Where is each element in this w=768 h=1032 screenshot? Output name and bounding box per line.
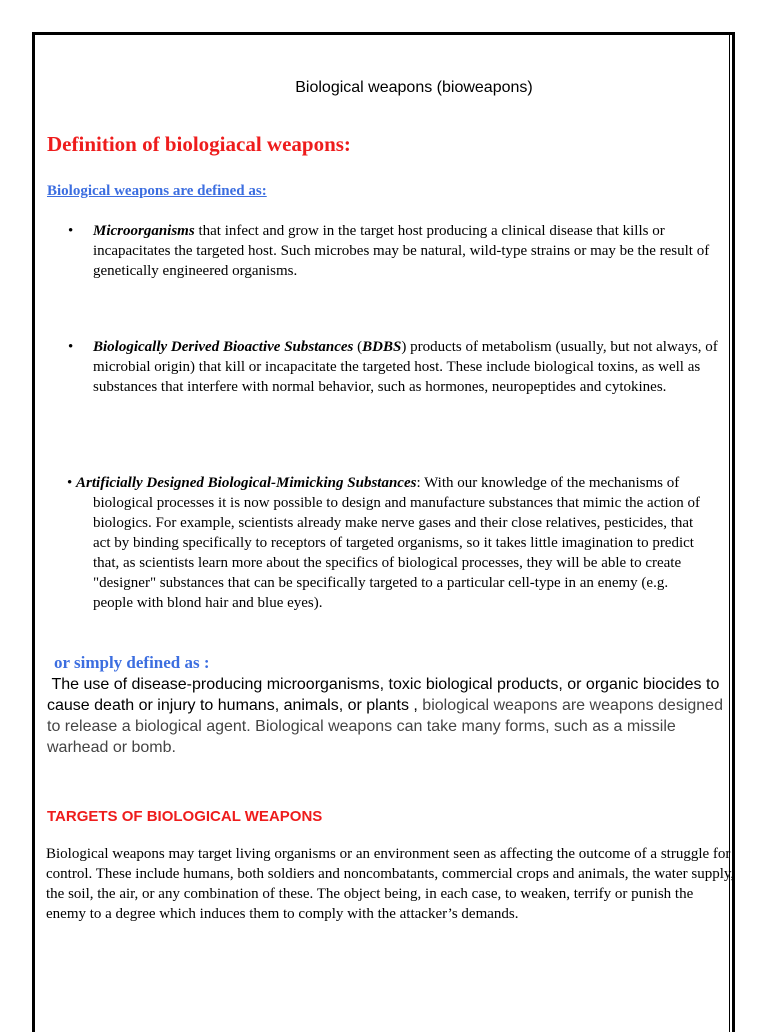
bullet-text: ) products of metabolism (usually, but not always, of microbial origin) that kill or incapacitate the targeted host. These include biological toxins, as well as substances that interfere with normal behavior, such as hormones, neuropeptides and cytokines. xyxy=(93,339,718,395)
defined-as-label: Biological weapons are defined as: xyxy=(47,183,267,199)
bullet-item-bdbs xyxy=(93,337,723,397)
bullet-item-artificial xyxy=(67,473,707,613)
bullet-term: Microorganisms xyxy=(93,223,195,239)
targets-paragraph: Biological weapons may target living organisms or an environment seen as affecting the outcome of a struggle for control. These include humans, both soldiers and noncombatants, commercial crops and animals, the water supply, the soil, the air, or any combination of these. The object being, in each case, to weaken, terrify or punish the enemy to a degree which induces them to comply with the attacker’s demands. xyxy=(46,846,735,922)
bullet-term: Artificially Designed Biological-Mimicking Substances xyxy=(76,475,417,491)
bullet-abbrev: BDBS xyxy=(362,339,402,355)
document-title: Biological weapons (bioweapons) xyxy=(295,79,533,96)
bullet-dot: • xyxy=(68,223,74,239)
bullet-paren: ( xyxy=(353,339,363,355)
bullet-text: : With our knowledge of the mechanisms of biological processes it is now possible to design and manufacture substances that mimic the action of biologics. For example, scientists already make nerve gases and their close relatives, pesticides, that act by binding specifically to receptors of targeted organisms, so it takes little imagination to predict that, as scientists learn more about the specifics of biological processes, they will be able to create "designer" substances that can be specifically targeted to a particular cell-type in an enemy (e.g. people with blond hair and blue eyes). xyxy=(93,475,700,611)
targets-heading: TARGETS OF BIOLOGICAL WEAPONS xyxy=(47,808,323,825)
summary-paragraph xyxy=(47,674,737,758)
bullet-dot: • xyxy=(68,339,74,355)
summary-main: The use of disease-producing microorganisms, toxic biological products, or organic biocides to cause death or injury to humans, animals, or plants , xyxy=(47,676,720,714)
summary-secondary: biological weapons are weapons designed to release a biological agent. Biological weapons can take many forms, such as a missile warhead or bomb. xyxy=(47,697,723,756)
bullet-term: Biologically Derived Bioactive Substances xyxy=(93,339,354,355)
bullet-dot: • xyxy=(67,475,73,491)
bullet-text: that infect and grow in the target host producing a clinical disease that kills or incapacitates the targeted host. Such microbes may be natural, wild-type strains or may be the result of genetically engineered organisms. xyxy=(93,223,710,279)
simply-defined-label: or simply defined as : xyxy=(54,653,210,672)
definition-heading: Definition of biologiacal weapons: xyxy=(47,132,351,156)
bullet-item-microorganisms xyxy=(93,221,723,281)
